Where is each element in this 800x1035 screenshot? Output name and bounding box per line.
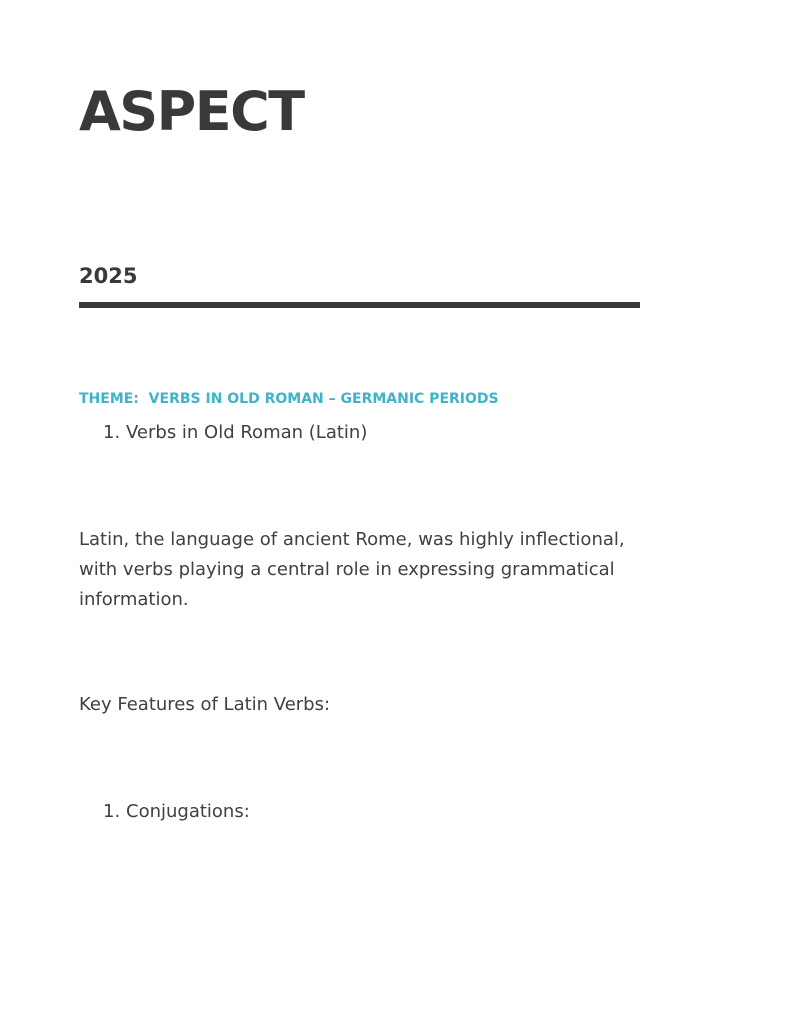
list-item-text: Conjugations: bbox=[126, 801, 250, 822]
subheading: Key Features of Latin Verbs: bbox=[79, 694, 331, 715]
list-item bbox=[103, 420, 367, 446]
theme-heading: THEME: VERBS IN OLD ROMAN – GERMANIC PERIODS bbox=[79, 391, 499, 407]
list-number: 1. bbox=[103, 422, 121, 443]
body-paragraph: Latin, the language of ancient Rome, was highly inflectional, with verbs playing a central role in expressing grammatical information. bbox=[79, 529, 625, 610]
list-number: 1. bbox=[103, 801, 121, 822]
heading-divider bbox=[79, 302, 640, 308]
list-item bbox=[103, 799, 250, 825]
document-year: 2025 bbox=[79, 264, 138, 288]
document-title: ASPECT bbox=[79, 80, 304, 143]
list-item-text: Verbs in Old Roman (Latin) bbox=[126, 422, 368, 443]
